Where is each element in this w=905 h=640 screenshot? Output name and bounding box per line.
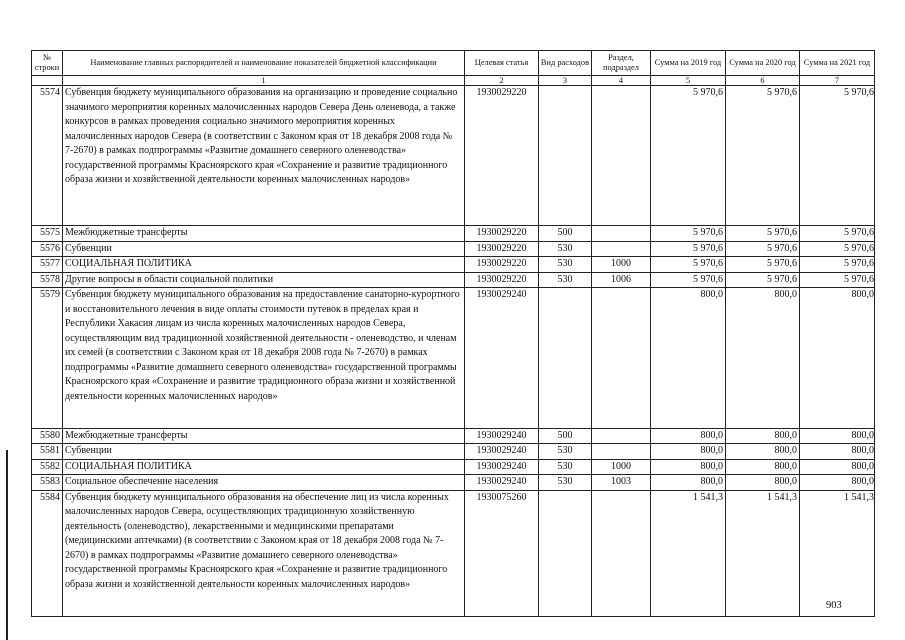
- row-expense-type: 530: [539, 444, 592, 460]
- row-expense-type: 500: [539, 428, 592, 444]
- row-expense-type: [539, 490, 592, 616]
- table-row: [32, 444, 875, 460]
- header-row: [32, 51, 875, 76]
- column-number: 3: [539, 76, 592, 86]
- row-sum-2020: 5 970,6: [726, 257, 800, 273]
- row-section: [592, 288, 651, 428]
- row-section: 1000: [592, 459, 651, 475]
- column-number: [32, 76, 63, 86]
- header-name: Наименование главных распорядителей и наименование показателей бюджетной классификации: [63, 51, 465, 76]
- row-number: 5583: [32, 475, 63, 491]
- row-sum-2020: 5 970,6: [726, 272, 800, 288]
- page-number: 903: [826, 600, 842, 611]
- row-sum-2019: 5 970,6: [651, 226, 726, 242]
- row-number: 5577: [32, 257, 63, 273]
- table-row: [32, 288, 875, 428]
- row-sum-2021: 800,0: [800, 428, 875, 444]
- row-sum-2019: 800,0: [651, 288, 726, 428]
- row-expense-type: [539, 288, 592, 428]
- row-sum-2021: 5 970,6: [800, 272, 875, 288]
- table-row: [32, 490, 875, 616]
- row-sum-2020: 800,0: [726, 475, 800, 491]
- row-name: Социальное обеспечение населения: [63, 475, 465, 491]
- row-section: 1003: [592, 475, 651, 491]
- row-number: 5578: [32, 272, 63, 288]
- table-row: [32, 86, 875, 226]
- row-expense-type: 530: [539, 272, 592, 288]
- row-name: Другие вопросы в области социальной политики: [63, 272, 465, 288]
- row-target: 1930029240: [465, 475, 539, 491]
- row-number: 5575: [32, 226, 63, 242]
- header-expense-type: Вид расходов: [539, 51, 592, 76]
- row-sum-2021: 800,0: [800, 475, 875, 491]
- row-target: 1930029240: [465, 444, 539, 460]
- row-name: Субвенция бюджету муниципального образования на организацию и проведение социально значимого мероприятия коренных малочисленных народов Севера День оленевода, а также конкурсов в рамках проведения социально значимого мероприятия коренных малочисленных народов Севера (в соответствии с Законом края от 18 декабря 2008 года № 7-2670) в рамках подпрограммы «Развитие домашнего северного оленеводства» государственной программы Красноярского края «Сохранение и развитие традиционного образа жизни и хозяйственной деятельности коренных малочисленных народов»: [63, 86, 465, 226]
- row-number: 5579: [32, 288, 63, 428]
- table-body: [32, 86, 875, 617]
- row-sum-2019: 800,0: [651, 459, 726, 475]
- row-sum-2021: 5 970,6: [800, 241, 875, 257]
- row-number: 5574: [32, 86, 63, 226]
- row-number: 5580: [32, 428, 63, 444]
- row-expense-type: 530: [539, 241, 592, 257]
- row-target: 1930029240: [465, 288, 539, 428]
- row-sum-2021: 800,0: [800, 288, 875, 428]
- column-number: 4: [592, 76, 651, 86]
- row-sum-2019: 800,0: [651, 475, 726, 491]
- row-expense-type: 530: [539, 459, 592, 475]
- row-sum-2019: 800,0: [651, 444, 726, 460]
- row-sum-2020: 800,0: [726, 288, 800, 428]
- header-target: Целевая статья: [465, 51, 539, 76]
- header-section: Раздел, подраздел: [592, 51, 651, 76]
- row-sum-2021: 5 970,6: [800, 257, 875, 273]
- column-number: 1: [63, 76, 465, 86]
- column-number: 6: [726, 76, 800, 86]
- header-row-no: № строки: [32, 51, 63, 76]
- column-number: 2: [465, 76, 539, 86]
- row-expense-type: 530: [539, 475, 592, 491]
- row-name: Субвенции: [63, 241, 465, 257]
- row-target: 1930029240: [465, 428, 539, 444]
- row-name: СОЦИАЛЬНАЯ ПОЛИТИКА: [63, 459, 465, 475]
- row-sum-2021: 5 970,6: [800, 86, 875, 226]
- row-sum-2020: 800,0: [726, 428, 800, 444]
- row-section: 1000: [592, 257, 651, 273]
- row-number: 5581: [32, 444, 63, 460]
- scan-edge-line: [6, 450, 8, 640]
- row-name: Субвенция бюджету муниципального образования на предоставление санаторно-курортного и восстановительного лечения в виде оплаты стоимости путевок в пределах края и Республики Хакасия лицам из числа коренных малочисленных народов Севера, осуществляющим вид традиционной хозяйственной деятельности - оленеводство, и членам их семей (в соответствии с Законом края от 18 декабря 2008 года № 7-2670) в рамках подпрограммы «Развитие домашнего северного оленеводства» государственной программы Красноярского края «Сохранение и развитие традиционного образа жизни и хозяйственной деятельности коренных малочисленных народов»: [63, 288, 465, 428]
- row-sum-2021: 5 970,6: [800, 226, 875, 242]
- row-sum-2021: 800,0: [800, 444, 875, 460]
- table-row: [32, 459, 875, 475]
- row-sum-2019: 800,0: [651, 428, 726, 444]
- row-sum-2020: 5 970,6: [726, 86, 800, 226]
- table-row: [32, 428, 875, 444]
- column-number-row: [32, 76, 875, 86]
- table-row: [32, 226, 875, 242]
- row-name: Субвенция бюджету муниципального образования на обеспечение лиц из числа коренных малочисленных народов Севера, осуществляющих традиционную хозяйственную деятельность (оленеводство), лекарственными и медицинскими препаратами (медицинскими аптечками) (в соответствии с Законом края от 18 декабря 2008 года № 7-2670) в рамках подпрограммы «Развитие домашнего северного оленеводства» государственной программы Красноярского края «Сохранение и развитие традиционного образа жизни и хозяйственной деятельности коренных малочисленных народов»: [63, 490, 465, 616]
- header-sum-2021: Сумма на 2021 год: [800, 51, 875, 76]
- row-sum-2019: 1 541,3: [651, 490, 726, 616]
- row-name: Межбюджетные трансферты: [63, 226, 465, 242]
- budget-table: [31, 50, 875, 617]
- row-sum-2020: 1 541,3: [726, 490, 800, 616]
- row-sum-2019: 5 970,6: [651, 241, 726, 257]
- row-sum-2019: 5 970,6: [651, 257, 726, 273]
- row-target: 1930075260: [465, 490, 539, 616]
- row-number: 5584: [32, 490, 63, 616]
- row-expense-type: [539, 86, 592, 226]
- table-row: [32, 241, 875, 257]
- row-sum-2019: 5 970,6: [651, 272, 726, 288]
- row-target: 1930029220: [465, 257, 539, 273]
- column-number: 5: [651, 76, 726, 86]
- row-sum-2020: 5 970,6: [726, 241, 800, 257]
- row-sum-2021: 1 541,3: [800, 490, 875, 616]
- row-name: СОЦИАЛЬНАЯ ПОЛИТИКА: [63, 257, 465, 273]
- table-row: [32, 257, 875, 273]
- table-row: [32, 272, 875, 288]
- row-sum-2021: 800,0: [800, 459, 875, 475]
- row-section: [592, 444, 651, 460]
- row-sum-2020: 800,0: [726, 459, 800, 475]
- row-section: [592, 86, 651, 226]
- row-name: Межбюджетные трансферты: [63, 428, 465, 444]
- header-sum-2019: Сумма на 2019 год: [651, 51, 726, 76]
- row-section: [592, 490, 651, 616]
- row-sum-2020: 5 970,6: [726, 226, 800, 242]
- row-target: 1930029220: [465, 272, 539, 288]
- row-number: 5576: [32, 241, 63, 257]
- row-target: 1930029220: [465, 226, 539, 242]
- row-sum-2020: 800,0: [726, 444, 800, 460]
- row-expense-type: 500: [539, 226, 592, 242]
- row-target: 1930029220: [465, 241, 539, 257]
- row-name: Субвенции: [63, 444, 465, 460]
- header-sum-2020: Сумма на 2020 год: [726, 51, 800, 76]
- row-section: [592, 428, 651, 444]
- table-row: [32, 475, 875, 491]
- row-section: 1006: [592, 272, 651, 288]
- row-sum-2019: 5 970,6: [651, 86, 726, 226]
- column-number: 7: [800, 76, 875, 86]
- row-target: 1930029240: [465, 459, 539, 475]
- row-section: [592, 241, 651, 257]
- row-section: [592, 226, 651, 242]
- row-target: 1930029220: [465, 86, 539, 226]
- row-number: 5582: [32, 459, 63, 475]
- row-expense-type: 530: [539, 257, 592, 273]
